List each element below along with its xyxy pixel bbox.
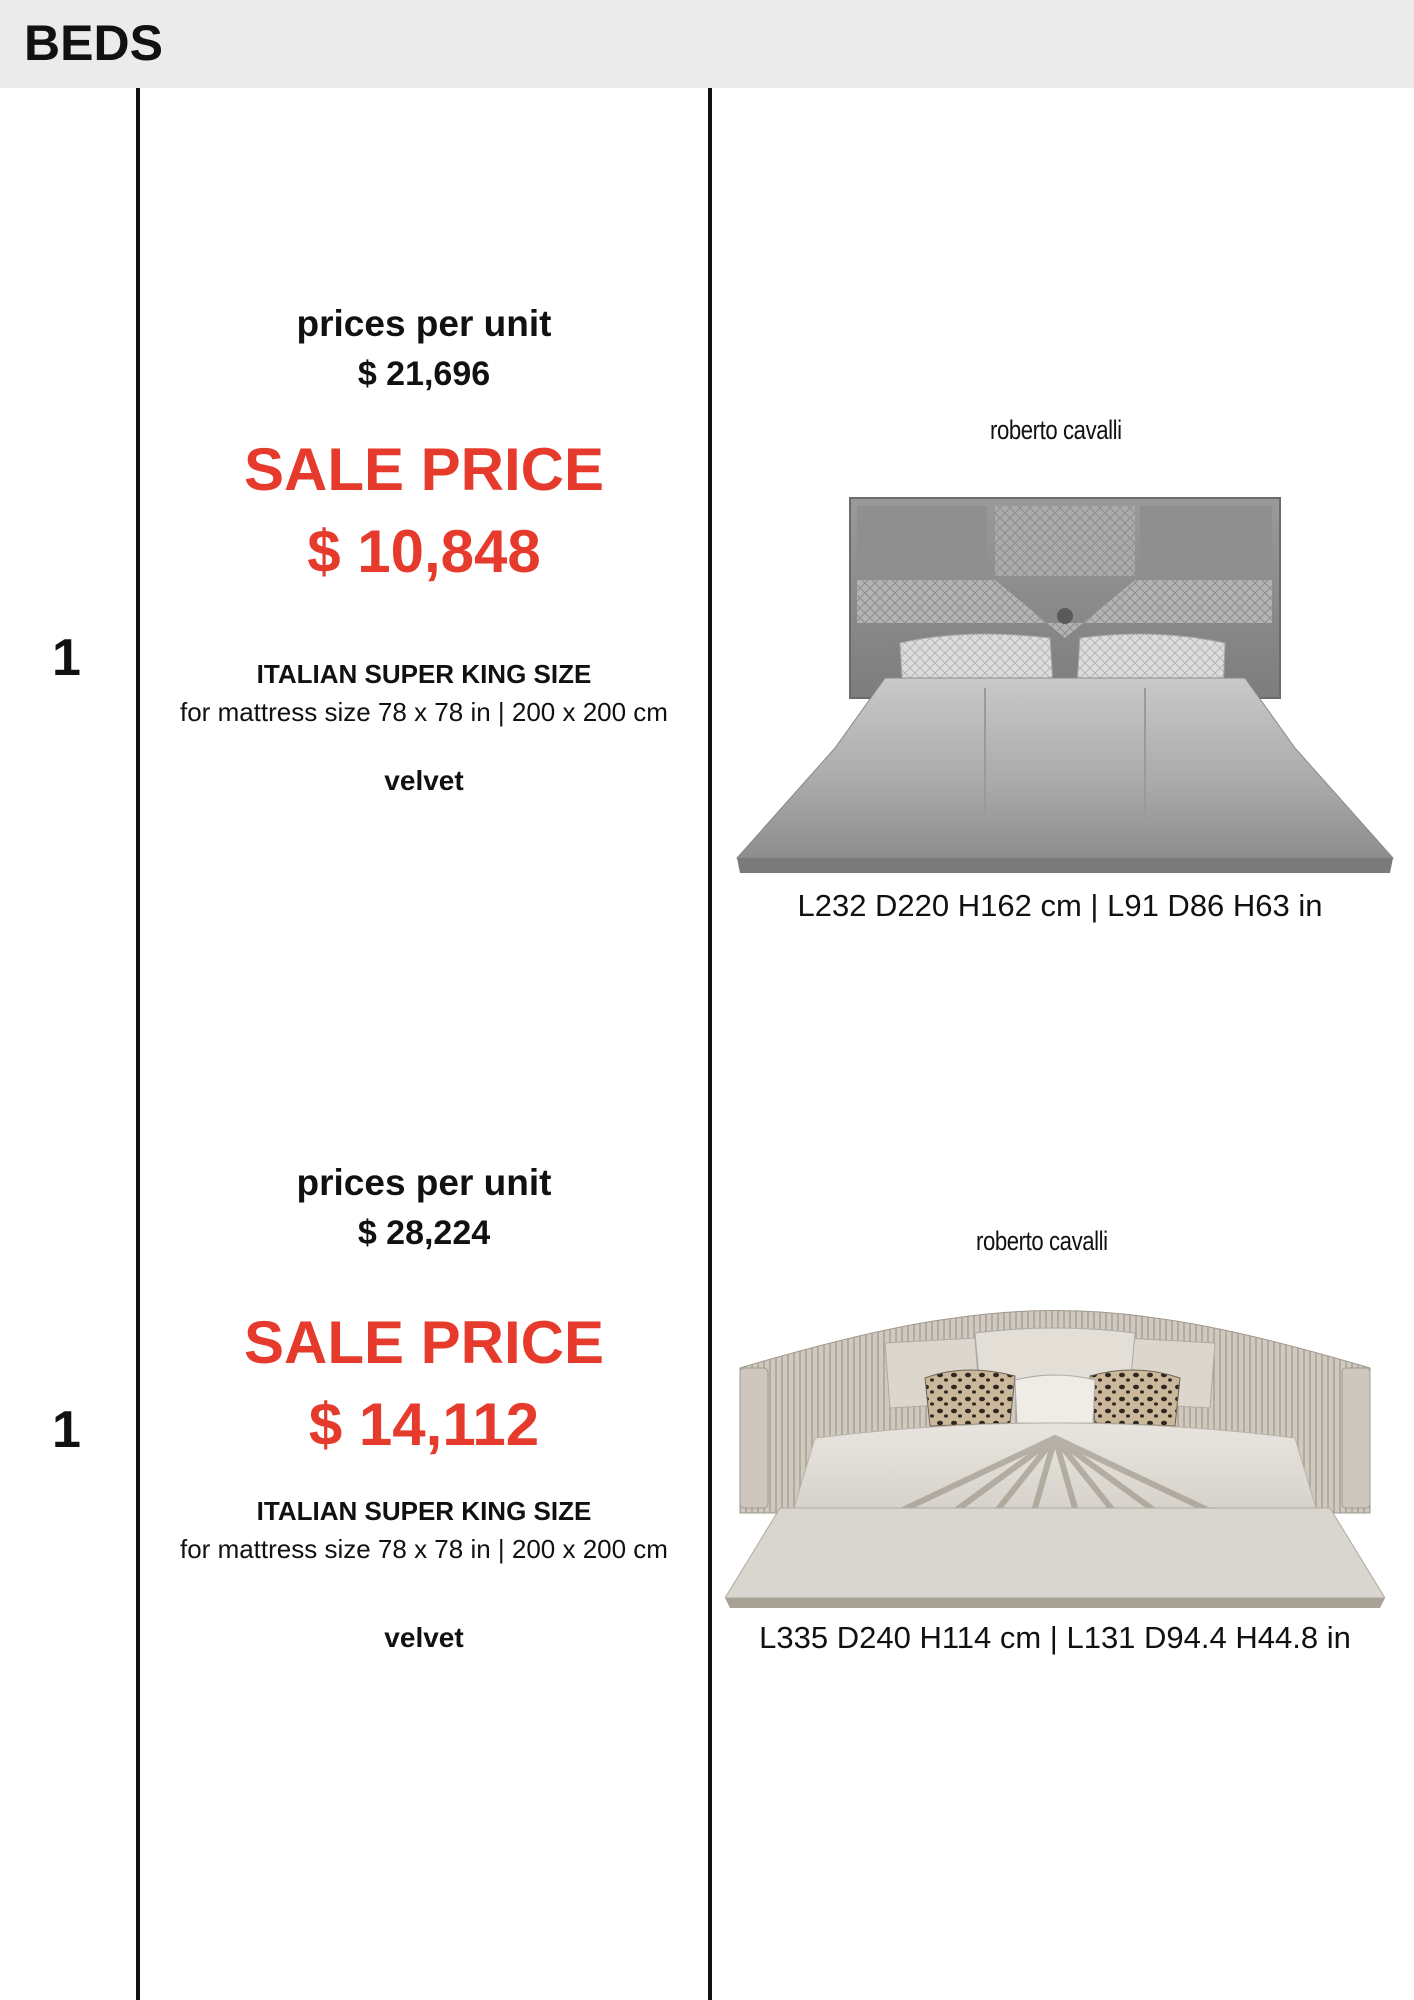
item-info: [140, 299, 708, 801]
size-title: ITALIAN SUPER KING SIZE: [256, 1496, 592, 1526]
material: velvet: [384, 765, 464, 796]
size-description: for mattress size 78 x 78 in | 200 x 200 cm: [180, 1534, 668, 1564]
regular-price: $ 28,224: [357, 1214, 491, 1252]
section-title: BEDS: [24, 15, 163, 71]
section-header: [0, 0, 1414, 88]
sale-price: $ 14,112: [308, 1391, 540, 1458]
sale-label: SALE PRICE: [243, 436, 605, 503]
size-title: ITALIAN SUPER KING SIZE: [256, 659, 592, 689]
brand-logo: roberto cavalli: [990, 415, 1122, 445]
column-divider-right: [708, 88, 712, 2000]
bed-image: [725, 1298, 1385, 1608]
dimensions: L232 D220 H162 cm | L91 D86 H63 in: [797, 888, 1323, 923]
item-quantity: 1: [52, 629, 81, 687]
brand-logo: roberto cavalli: [976, 1226, 1108, 1256]
size-description: for mattress size 78 x 78 in | 200 x 200 cm: [180, 697, 668, 727]
dimensions: L335 D240 H114 cm | L131 D94.4 H44.8 in: [759, 1620, 1351, 1655]
regular-price: $ 21,696: [357, 355, 491, 393]
item-quantity: 1: [52, 1401, 81, 1459]
price-label: prices per unit: [296, 303, 552, 344]
bed-image: [735, 488, 1395, 873]
sale-price: $ 10,848: [307, 518, 541, 585]
item-info: [140, 1158, 708, 1658]
sale-label: SALE PRICE: [243, 1309, 605, 1376]
price-label: prices per unit: [296, 1162, 552, 1203]
material: velvet: [384, 1622, 464, 1653]
